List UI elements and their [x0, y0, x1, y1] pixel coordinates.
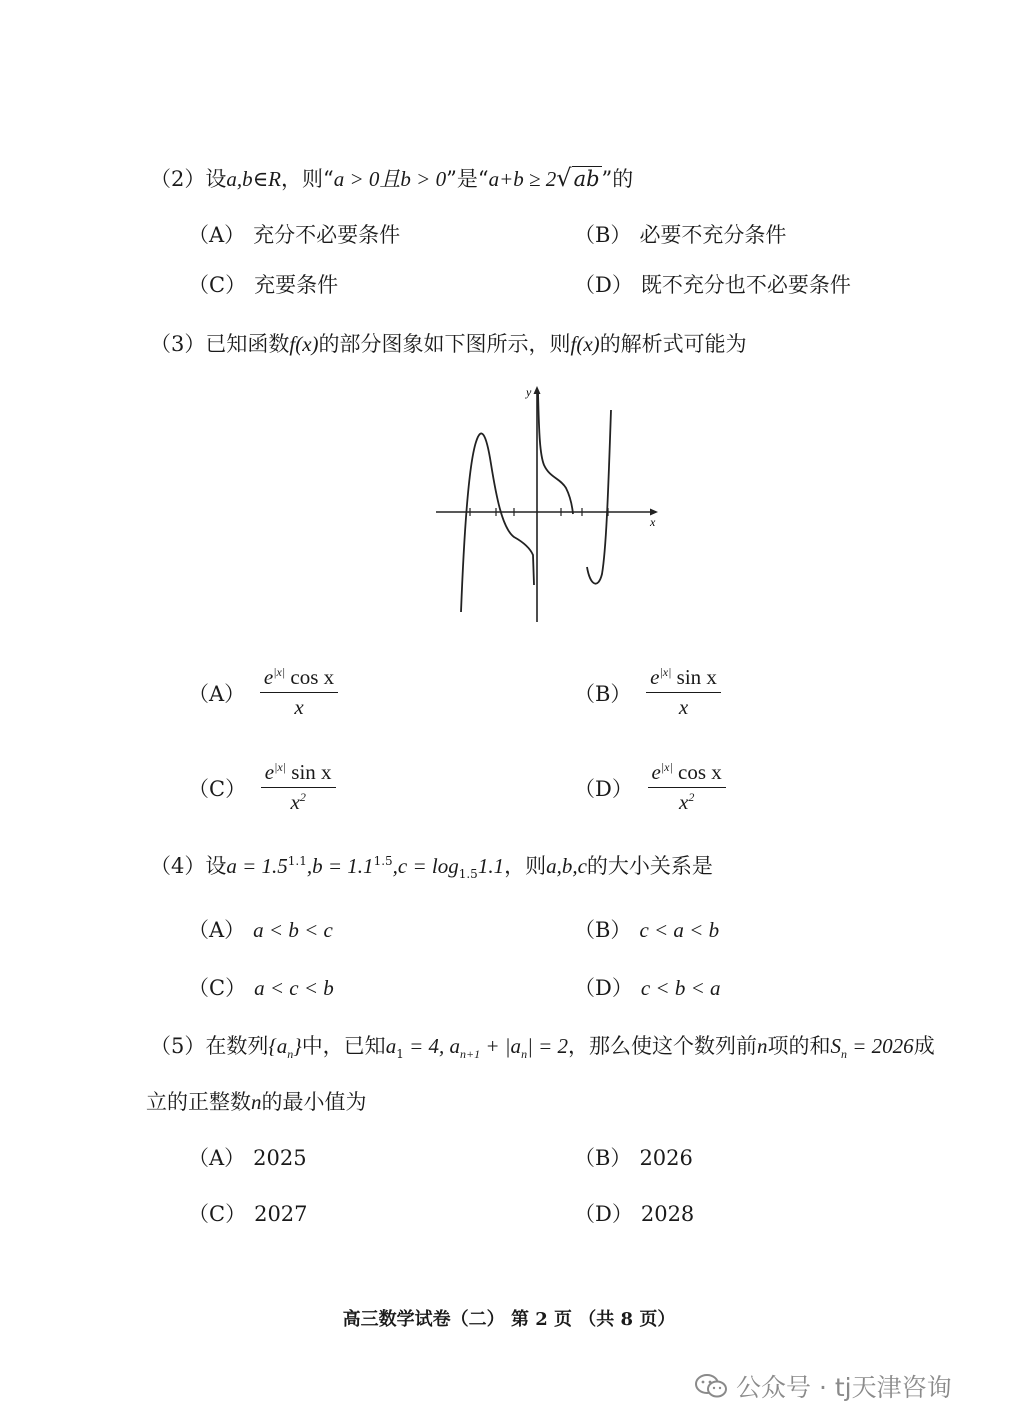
- q5-stem-line1: （5）在数列$\{a_n\}$中，已知$a_1 = 4$, $a_{n+1} + |a_n| = 2$，那么使这个数列前n项的和$S_n = 2026$成: [150, 1034, 935, 1062]
- q5-option-c[interactable]: （C） 2027: [188, 1202, 308, 1226]
- q3-option-b[interactable]: （B） $\frac{e^{|x|} \sin x}{x}$: [574, 665, 721, 720]
- fraction: $\frac{e^{|x|} \sin x}{x}$: [646, 665, 721, 720]
- y-axis-arrow: [534, 386, 541, 394]
- fraction: $\frac{e^{|x|} \sin x}{x^2}$: [261, 760, 336, 815]
- curve-left-branch: [461, 433, 534, 612]
- q4-option-d[interactable]: （D） c < b < a: [574, 976, 721, 1000]
- curve-right-branch: [538, 392, 573, 514]
- q2-option-b[interactable]: （B） 必要不充分条件: [574, 223, 787, 247]
- curve-far-right-branch: [587, 410, 611, 584]
- q4-option-a[interactable]: （A） a < b < c: [188, 918, 333, 942]
- q5-option-d[interactable]: （D） 2028: [574, 1202, 695, 1226]
- q2-stem: （2）设a,b∈R，则“a > 0且b > 0”是“a+b ≥ 2√ab”的: [150, 164, 634, 192]
- q4-option-c[interactable]: （C） a < c < b: [188, 976, 334, 1000]
- fraction: $\frac{e^{|x|} \cos x}{x}$: [260, 665, 338, 720]
- page-footer: 高三数学试卷（二） 第 2 页 （共 8 页）: [342, 1309, 676, 1330]
- q5-option-b[interactable]: （B） 2026: [574, 1146, 693, 1170]
- q2-option-d[interactable]: （D） 既不充分也不必要条件: [574, 273, 851, 297]
- q4-option-b[interactable]: （B） c < a < b: [574, 918, 720, 942]
- q2-option-a[interactable]: （A） 充分不必要条件: [188, 223, 401, 247]
- q3-option-a[interactable]: （A） $\frac{e^{|x|} \cos x}{x}$: [188, 665, 338, 720]
- x-axis-label: x: [650, 515, 656, 529]
- function-graph: [430, 380, 670, 630]
- q3-stem: （3）已知函数f(x)的部分图象如下图所示，则f(x)的解析式可能为: [150, 332, 747, 356]
- wechat-icon: [694, 1372, 728, 1400]
- watermark-text: 公众号 · tj天津咨询: [736, 1373, 952, 1402]
- q5-stem-line2: 立的正整数n的最小值为: [146, 1090, 367, 1114]
- q2-option-c[interactable]: （C） 充要条件: [188, 273, 339, 297]
- watermark: [694, 1368, 952, 1404]
- q4-stem: （4）设$a = 1.5^{1.1},b = 1.1^{1.5},c = \log_{1.5}1.1$，则a,b,c的大小关系是: [150, 854, 713, 882]
- fraction: $\frac{e^{|x|} \cos x}{x^2}$: [648, 760, 726, 815]
- q5-option-a[interactable]: （A） 2025: [188, 1146, 307, 1170]
- q3-option-d[interactable]: （D） $\frac{e^{|x|} \cos x}{x^2}$: [574, 760, 726, 815]
- q3-option-c[interactable]: （C） $\frac{e^{|x|} \sin x}{x^2}$: [188, 760, 336, 815]
- y-axis-label: y: [526, 385, 532, 399]
